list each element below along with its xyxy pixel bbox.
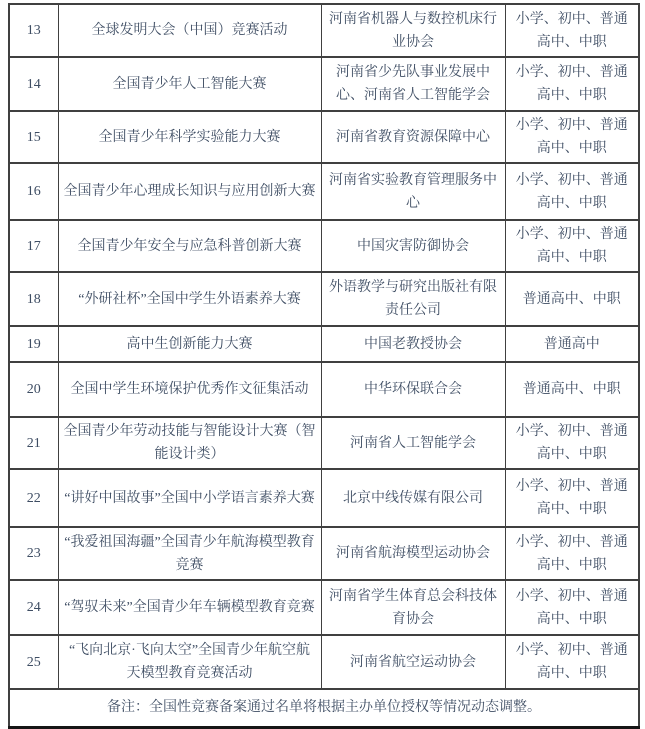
competition-name-cell: 全球发明大会（中国）竞赛活动 [58, 4, 321, 57]
row-number-cell: 20 [9, 362, 58, 417]
organizer-cell: 河南省教育资源保障中心 [321, 111, 505, 163]
school-levels-cell: 小学、初中、普通高中、中职 [505, 220, 639, 272]
footer-note: 备注：全国性竞赛备案通过名单将根据主办单位授权等情况动态调整。 [9, 689, 639, 728]
competition-name-cell: 全国中学生环境保护优秀作文征集活动 [58, 362, 321, 417]
school-levels-cell: 小学、初中、普通高中、中职 [505, 4, 639, 57]
organizer-cell: 河南省实验教育管理服务中心 [321, 163, 505, 220]
organizer-cell: 中国老教授协会 [321, 326, 505, 362]
organizer-cell: 中华环保联合会 [321, 362, 505, 417]
school-levels-cell: 普通高中 [505, 326, 639, 362]
competition-name-cell: 全国青少年科学实验能力大赛 [58, 111, 321, 163]
school-levels-cell: 小学、初中、普通高中、中职 [505, 163, 639, 220]
organizer-cell: 河南省航空运动协会 [321, 635, 505, 689]
school-levels-cell: 小学、初中、普通高中、中职 [505, 580, 639, 635]
table-row [9, 272, 639, 326]
competition-name-cell: “讲好中国故事”全国中小学语言素养大赛 [58, 469, 321, 527]
organizer-cell: 外语教学与研究出版社有限责任公司 [321, 272, 505, 326]
organizer-cell: 中国灾害防御协会 [321, 220, 505, 272]
competition-name-cell: “驾驭未来”全国青少年车辆模型教育竞赛 [58, 580, 321, 635]
school-levels-cell: 小学、初中、普通高中、中职 [505, 527, 639, 580]
organizer-cell: 北京中线传媒有限公司 [321, 469, 505, 527]
table-row [9, 417, 639, 469]
row-number-cell: 18 [9, 272, 58, 326]
organizer-cell: 河南省人工智能学会 [321, 417, 505, 469]
school-levels-cell: 小学、初中、普通高中、中职 [505, 635, 639, 689]
row-number-cell: 14 [9, 57, 58, 111]
school-levels-cell: 小学、初中、普通高中、中职 [505, 417, 639, 469]
table-row [9, 111, 639, 163]
row-number-cell: 23 [9, 527, 58, 580]
school-levels-cell: 普通高中、中职 [505, 362, 639, 417]
row-number-cell: 24 [9, 580, 58, 635]
table-row [9, 527, 639, 580]
row-number-cell: 19 [9, 326, 58, 362]
row-number-cell: 22 [9, 469, 58, 527]
school-levels-cell: 小学、初中、普通高中、中职 [505, 57, 639, 111]
organizer-cell: 河南省机器人与数控机床行业协会 [321, 4, 505, 57]
table-row [9, 469, 639, 527]
school-levels-cell: 普通高中、中职 [505, 272, 639, 326]
table-row [9, 4, 639, 57]
row-number-cell: 21 [9, 417, 58, 469]
competition-name-cell: “我爱祖国海疆”全国青少年航海模型教育竞赛 [58, 527, 321, 580]
table-row [9, 163, 639, 220]
table-row [9, 580, 639, 635]
school-levels-cell: 小学、初中、普通高中、中职 [505, 111, 639, 163]
table-row [9, 57, 639, 111]
table-row [9, 326, 639, 362]
table-row [9, 362, 639, 417]
competition-name-cell: “外研社杯”全国中学生外语素养大赛 [58, 272, 321, 326]
table-row [9, 635, 639, 689]
competition-name-cell: 全国青少年心理成长知识与应用创新大赛 [58, 163, 321, 220]
row-number-cell: 13 [9, 4, 58, 57]
competition-name-cell: 全国青少年劳动技能与智能设计大赛（智能设计类） [58, 417, 321, 469]
organizer-cell: 河南省学生体育总会科技体育协会 [321, 580, 505, 635]
organizer-cell: 河南省航海模型运动协会 [321, 527, 505, 580]
competition-name-cell: “飞向北京·飞向太空”全国青少年航空航天模型教育竞赛活动 [58, 635, 321, 689]
row-number-cell: 15 [9, 111, 58, 163]
row-number-cell: 17 [9, 220, 58, 272]
row-number-cell: 16 [9, 163, 58, 220]
school-levels-cell: 小学、初中、普通高中、中职 [505, 469, 639, 527]
competition-table [8, 3, 640, 729]
table-row [9, 220, 639, 272]
competition-name-cell: 全国青少年安全与应急科普创新大赛 [58, 220, 321, 272]
row-number-cell: 25 [9, 635, 58, 689]
table-footer-row [9, 689, 639, 728]
organizer-cell: 河南省少先队事业发展中心、河南省人工智能学会 [321, 57, 505, 111]
competition-name-cell: 高中生创新能力大赛 [58, 326, 321, 362]
competition-name-cell: 全国青少年人工智能大赛 [58, 57, 321, 111]
